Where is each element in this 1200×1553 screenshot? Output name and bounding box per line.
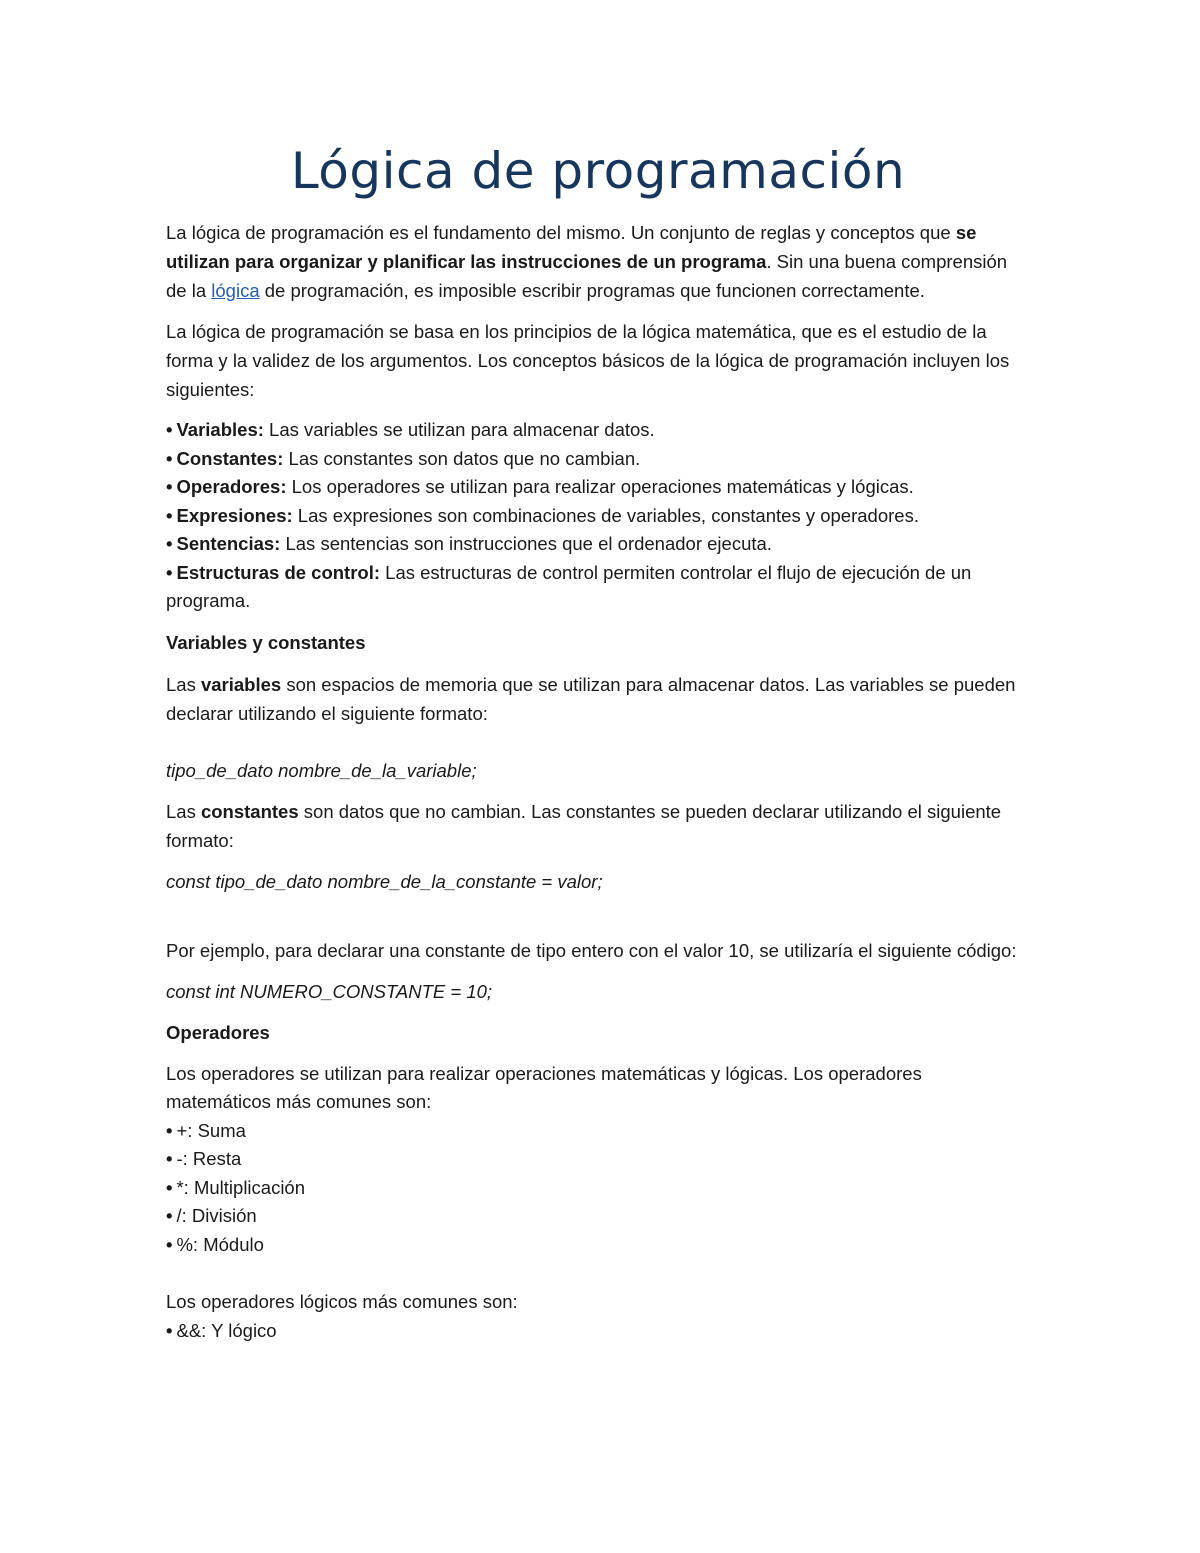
list-item — [166, 473, 1030, 502]
concept-term: Operadores: — [176, 476, 287, 497]
logica-link[interactable]: lógica — [211, 280, 260, 301]
bullet-icon: • — [166, 1119, 173, 1141]
const-text-pre: Las — [166, 800, 201, 822]
bullet-icon: • — [166, 561, 173, 583]
logic-operators-block — [166, 1288, 1030, 1345]
concept-desc: Las constantes son datos que no cambian. — [283, 447, 641, 469]
list-item — [166, 1317, 1030, 1346]
bullet-icon: • — [166, 1176, 173, 1198]
section-heading-variables: Variables y constantes — [166, 631, 366, 653]
operator-symbol: &&: — [176, 1319, 207, 1341]
var-text-pre: Las — [166, 673, 201, 695]
example-paragraph: Por ejemplo, para declarar una constante de tipo entero con el valor 10, se utilizaría el siguiente código: — [166, 939, 1017, 961]
bullet-icon: • — [166, 447, 173, 469]
intro-text-3: de programación, es imposible escribir programas que funcionen correctamente. — [259, 280, 925, 301]
intro-text-2: . Sin una buena comprensión de la — [166, 251, 1008, 301]
const-text-post: son datos que no cambian. Las constantes se pueden declarar utilizando el siguiente formato: — [166, 800, 1002, 851]
logic-basis-paragraph: La lógica de programación se basa en los principios de la lógica matemática, que es el estudio de la forma y la validez de los argumentos. Los conceptos básicos de la lógica de programación incluyen los siguientes: — [166, 321, 1010, 400]
operator-symbol: *: — [176, 1176, 189, 1198]
list-item — [166, 1174, 1030, 1203]
concept-desc: Las variables se utilizan para almacenar datos. — [263, 419, 655, 440]
list-item — [166, 1145, 1030, 1174]
page-title: Lógica de programación — [290, 142, 906, 200]
var-bold: variables — [200, 673, 282, 695]
var-text-post: son espacios de memoria que se utilizan para almacenar datos. Las variables se pueden declarar utilizando el siguiente formato: — [166, 673, 1016, 724]
list-item — [166, 445, 1030, 474]
operators-paragraph: Los operadores se utilizan para realizar operaciones matemáticas y lógicas. Los operadores matemáticos más comunes son: — [166, 1062, 922, 1112]
list-item — [166, 416, 1030, 445]
const-bold: constantes — [200, 800, 299, 822]
concepts-list — [166, 416, 1030, 616]
concept-desc: Las sentencias son instrucciones que el ordenador ejecuta. — [280, 533, 772, 554]
operator-name: Suma — [192, 1119, 246, 1141]
constant-code: const tipo_de_dato nombre_de_la_constante = valor; — [166, 870, 603, 892]
bullet-icon: • — [166, 1205, 173, 1226]
variables-paragraph — [166, 670, 1030, 728]
intro-text-1: La lógica de programación es el fundamento del mismo. Un conjunto de reglas y conceptos que — [166, 222, 956, 243]
bullet-icon: • — [166, 419, 173, 440]
section-heading-operadores: Operadores — [166, 1021, 270, 1043]
concept-term: Expresiones: — [176, 504, 293, 526]
bullet-icon: • — [166, 1233, 173, 1255]
operator-name: Módulo — [198, 1233, 264, 1255]
operator-name: Y lógico — [206, 1319, 277, 1341]
constants-paragraph — [166, 797, 1030, 855]
list-item — [166, 502, 1030, 531]
list-item — [166, 1202, 1030, 1231]
list-item — [166, 530, 1030, 559]
list-item — [166, 1231, 1030, 1260]
bullet-icon: • — [166, 1148, 173, 1169]
concept-term: Estructuras de control: — [176, 561, 381, 583]
math-operators-block — [166, 1060, 1030, 1260]
operator-symbol: %: — [176, 1233, 199, 1255]
concept-term: Sentencias: — [176, 533, 281, 554]
bullet-icon: • — [166, 533, 173, 554]
operator-symbol: -: — [176, 1148, 188, 1169]
operator-symbol: +: — [176, 1119, 193, 1141]
example-code: const int NUMERO_CONSTANTE = 10; — [166, 980, 493, 1002]
concept-desc: Las expresiones son combinaciones de variables, constantes y operadores. — [292, 504, 919, 526]
operator-name: División — [186, 1205, 257, 1226]
bullet-icon: • — [166, 476, 173, 497]
concept-term: Variables: — [176, 419, 264, 440]
bullet-icon: • — [166, 504, 173, 526]
logic-operators-paragraph: Los operadores lógicos más comunes son: — [166, 1291, 518, 1312]
list-item — [166, 559, 1030, 616]
concept-term: Constantes: — [176, 447, 284, 469]
operator-symbol: /: — [176, 1205, 187, 1226]
intro-paragraph — [166, 218, 1030, 305]
operator-name: Resta — [187, 1148, 242, 1169]
concept-desc: Los operadores se utilizan para realizar operaciones matemáticas y lógicas. — [286, 476, 914, 497]
variable-code: tipo_de_dato nombre_de_la_variable; — [166, 759, 477, 781]
intro-bold: se utilizan para organizar y planificar las instrucciones de un programa — [166, 222, 977, 272]
bullet-icon: • — [166, 1319, 173, 1341]
list-item — [166, 1117, 1030, 1146]
concept-desc: Las estructuras de control permiten controlar el flujo de ejecución de un programa. — [166, 561, 972, 611]
operator-name: Multiplicación — [188, 1176, 306, 1198]
